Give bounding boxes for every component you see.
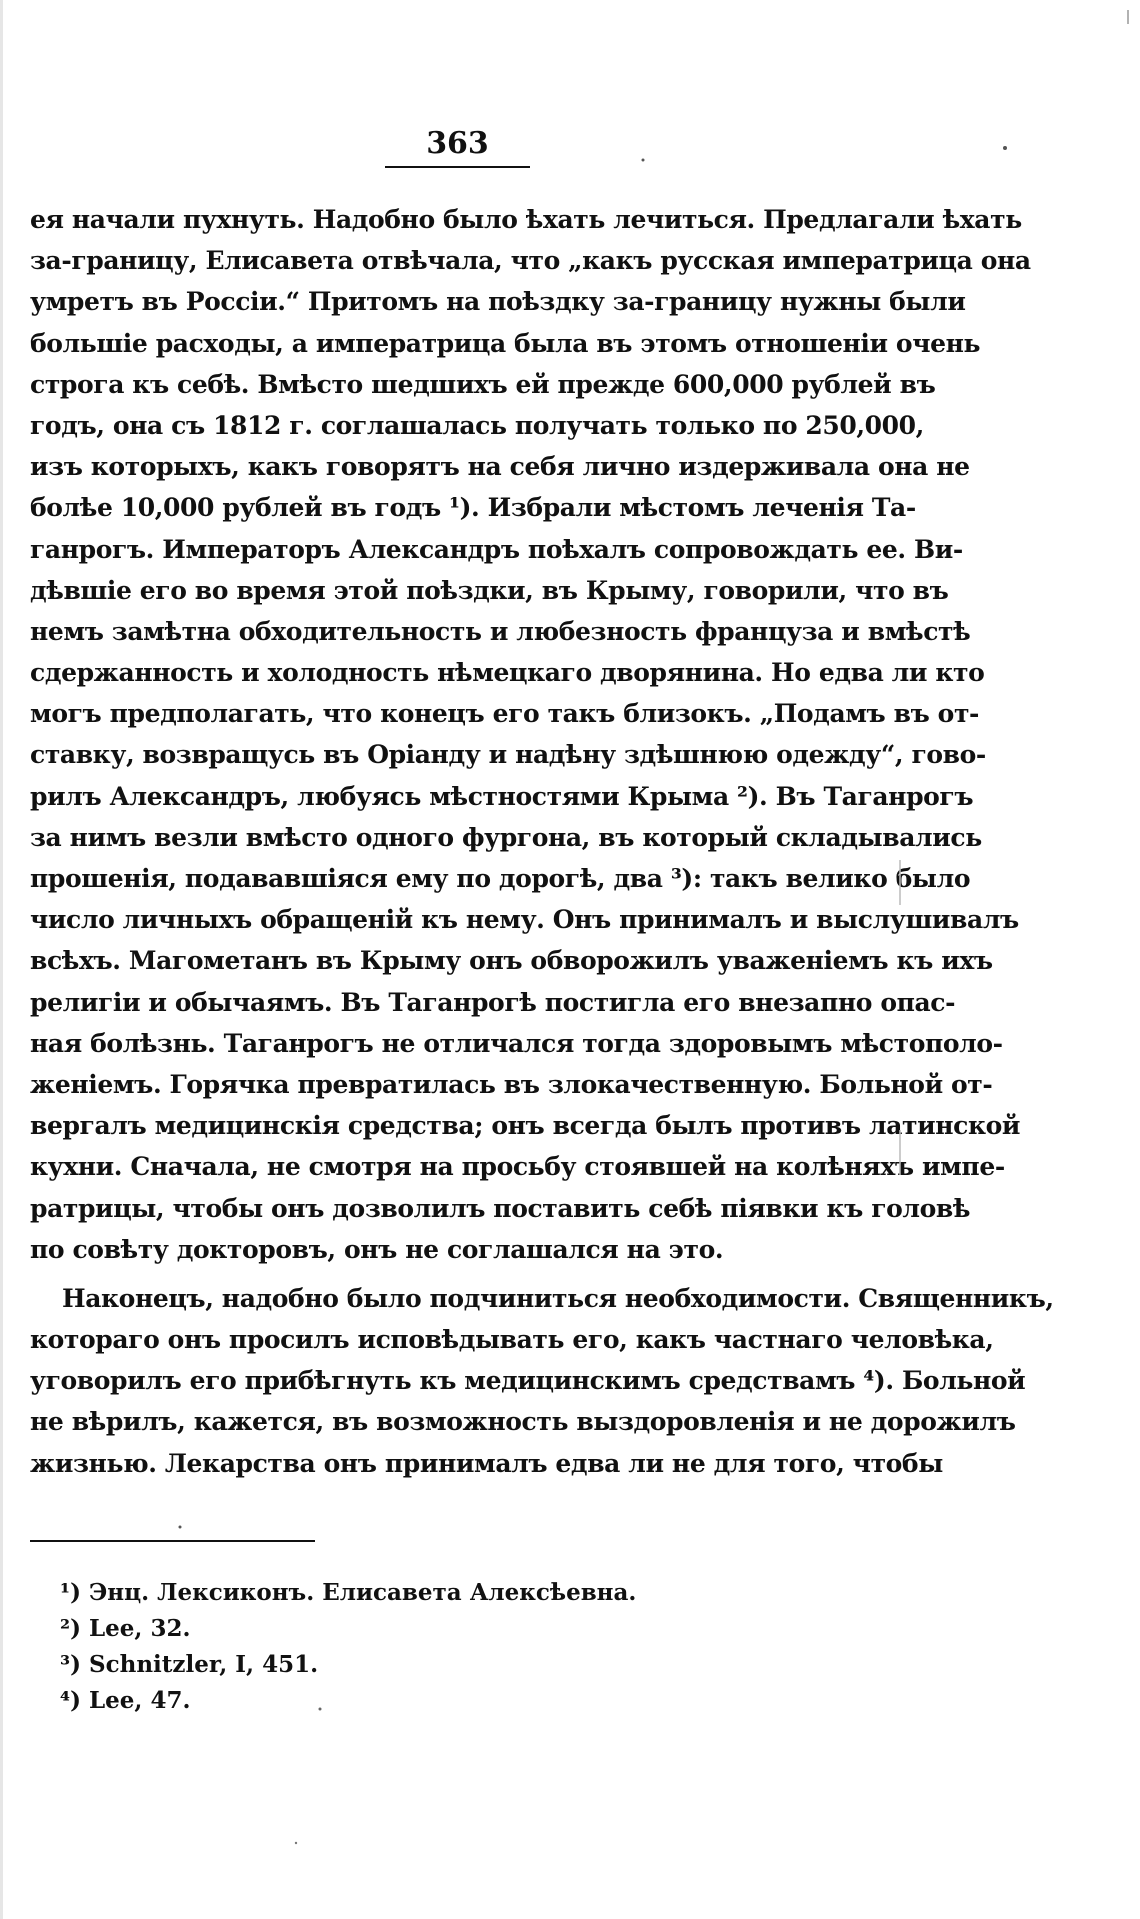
footnote-2 xyxy=(60,1611,760,1647)
footnotes xyxy=(60,1575,760,1719)
footnote-text: Энц. Лексиконъ. Елисавета Алексѣевна. xyxy=(88,1579,637,1606)
text-line: прошенія, подававшіяся ему по дорогѣ, два ³): такъ велико было xyxy=(30,864,971,893)
text-line: строга къ себѣ. Вмѣсто шедшихъ ей прежде 600,000 рублей въ xyxy=(30,369,936,399)
text-line: котораго онъ просилъ исповѣдывать его, какъ частнаго человѣка, xyxy=(30,1325,994,1355)
footnote-3 xyxy=(60,1647,760,1683)
text-line: дѣвшіе его во время этой поѣздки, въ Крыму, говорили, что въ xyxy=(30,575,949,605)
text-line: ная болѣзнь. Таганрогъ не отличался тогда здоровымъ мѣстополо- xyxy=(30,1028,1003,1058)
text-line: сдержанность и холодность нѣмецкаго дворянина. Но едва ли кто xyxy=(30,658,985,688)
footnote-4 xyxy=(60,1683,760,1719)
text-line: большіе расходы, а императрица была въ этомъ отношеніи очень xyxy=(30,328,981,358)
footnote-mark: ³) xyxy=(60,1651,81,1678)
text-line: Наконецъ, надобно было подчиниться необходимости. Священникъ, xyxy=(62,1283,1054,1313)
text-line: болѣе 10,000 рублей въ годъ ¹). Избрали мѣстомъ леченія Та- xyxy=(30,493,916,523)
text-line: умретъ въ Россіи.“ Притомъ на поѣздку за-границу нужны были xyxy=(30,287,966,317)
text-line: ея начали пухнуть. Надобно было ѣхать лечиться. Предлагали ѣхать xyxy=(30,205,1022,234)
page-number: 363 xyxy=(426,126,489,161)
text-line: за нимъ везли вмѣсто одного фургона, въ который складывались xyxy=(30,822,982,852)
text-line: жизнью. Лекарства онъ принималъ едва ли не для того, чтобы xyxy=(30,1448,943,1478)
text-line: ставку, возвращусь въ Оріанду и надѣну здѣшнюю одежду“, гово- xyxy=(30,740,986,770)
text-line: уговорилъ его прибѣгнуть къ медицинскимъ средствамъ ⁴). Больной xyxy=(30,1366,1026,1396)
text-line: годъ, она съ 1812 г. соглашалась получать только по 250,000, xyxy=(30,410,924,440)
footnote-text: Schnitzler, I, 451. xyxy=(88,1651,319,1678)
footnote-divider xyxy=(30,1540,315,1542)
text-line: религіи и обычаямъ. Въ Таганрогѣ постигла его внезапно опас- xyxy=(30,987,956,1017)
text-line: могъ предполагать, что конецъ его такъ близокъ. „Подамъ въ от- xyxy=(30,699,980,729)
footnote-text: Lee, 47. xyxy=(88,1687,191,1714)
footnote-text: Lee, 32. xyxy=(88,1615,191,1642)
text-line: вергалъ медицинскія средства; онъ всегда былъ противъ латинской xyxy=(30,1111,1021,1141)
footnote-mark: ²) xyxy=(60,1615,81,1642)
main-text xyxy=(30,199,1054,1484)
paragraph-1 xyxy=(30,199,1031,1270)
text-line: всѣхъ. Магометанъ въ Крыму онъ обворожилъ уваженіемъ къ ихъ xyxy=(30,946,993,976)
text-line: не вѣрилъ, кажется, въ возможность выздоровленія и не дорожилъ xyxy=(30,1407,1016,1437)
footnote-mark: ¹) xyxy=(60,1579,81,1606)
text-line: кухни. Сначала, не смотря на просьбу стоявшей на колѣняхъ импе- xyxy=(30,1152,1005,1182)
text-line: число личныхъ обращеній къ нему. Онъ принималъ и выслушивалъ xyxy=(30,905,1019,935)
text-line: ратрицы, чтобы онъ дозволилъ поставить себѣ піявки къ головѣ xyxy=(30,1193,971,1223)
text-line: женіемъ. Горячка превратилась въ злокачественную. Больной от- xyxy=(30,1069,993,1099)
footnote-1 xyxy=(60,1575,760,1611)
text-line: за-границу, Елисавета отвѣчала, что „какъ русская императрица она xyxy=(30,246,1031,276)
paragraph-2 xyxy=(30,1278,1054,1484)
text-line: изъ которыхъ, какъ говорятъ на себя лично издерживала она не xyxy=(30,452,970,482)
footnote-mark: ⁴) xyxy=(60,1687,81,1714)
text-line: рилъ Александръ, любуясь мѣстностями Крыма ²). Въ Таганрогъ xyxy=(30,781,974,811)
text-line: ганрогъ. Императоръ Александръ поѣхалъ сопровождать ее. Ви- xyxy=(30,534,963,564)
page-edge xyxy=(0,0,3,1919)
text-line: по совѣту докторовъ, онъ не соглашался на это. xyxy=(30,1234,724,1264)
page-number-underline xyxy=(385,166,530,168)
text-line: немъ замѣтна обходительность и любезность француза и вмѣстѣ xyxy=(30,616,971,646)
